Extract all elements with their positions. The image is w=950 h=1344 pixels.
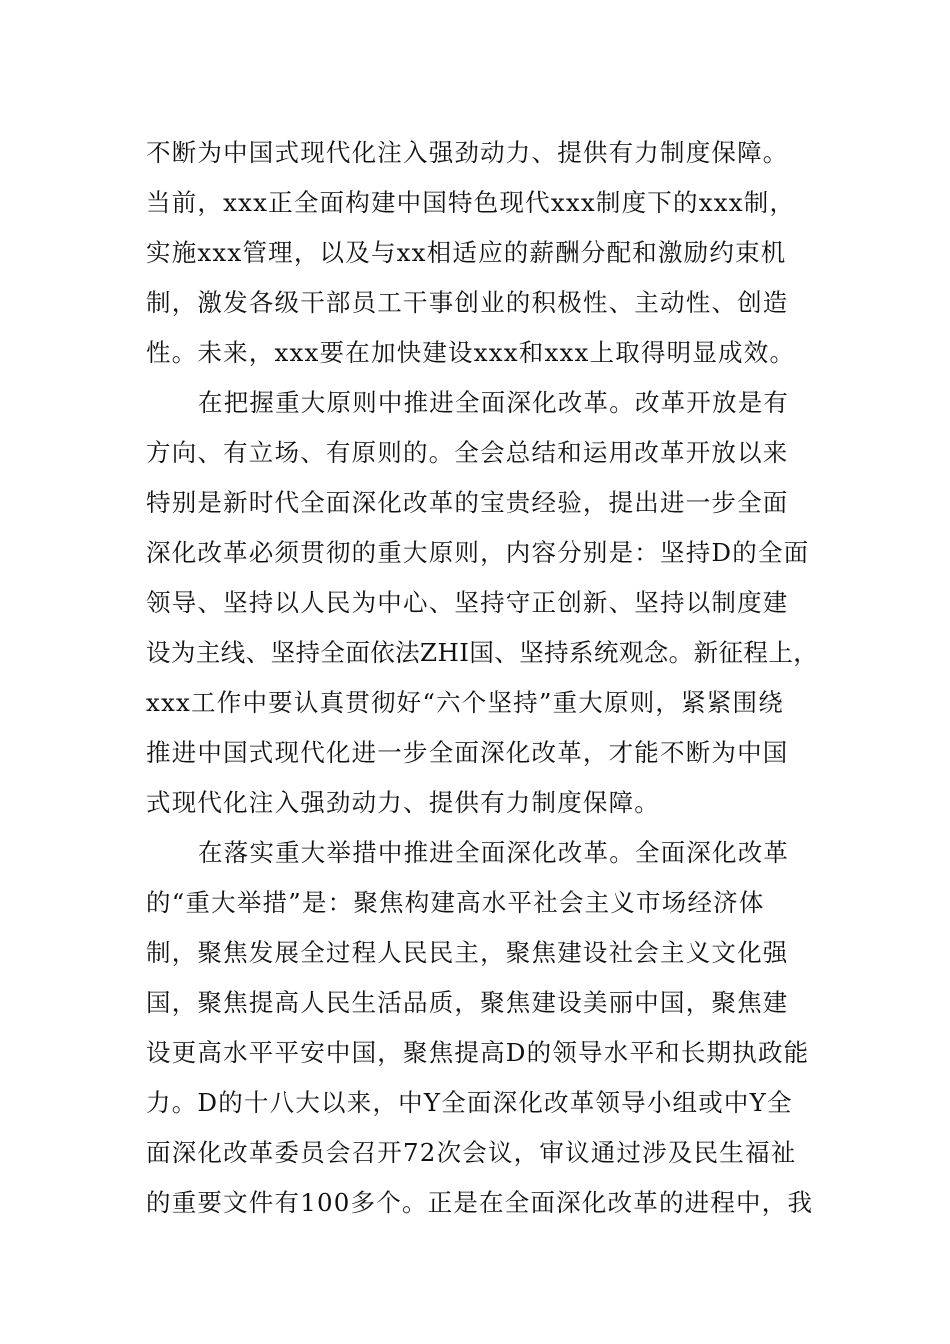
text-line: 深化改革必须贯彻的重大原则，内容分别是：坚持D的全面 (146, 538, 810, 567)
text-line: 力。D的十八大以来，中Y全面深化改革领导小组或中Y全 (146, 1088, 793, 1117)
text-line: 面深化改革委员会召开72次会议，审议通过涉及民生福祉 (146, 1138, 797, 1167)
text-line: xxx工作中要认真贯彻好“六个坚持”重大原则，紧紧围绕 (146, 688, 784, 717)
text-line: 设为主线、坚持全面依法ZHI国、坚持系统观念。新征程上， (146, 638, 819, 667)
body-text (146, 128, 819, 1228)
text-line: 推进中国式现代化进一步全面深化改革，才能不断为中国 (146, 738, 789, 767)
text-line: 国，聚焦提高人民生活品质，聚焦建设美丽中国，聚焦建 (146, 988, 789, 1017)
text-line: 不断为中国式现代化注入强劲动力、提供有力制度保障。 (146, 138, 789, 167)
text-line: 的“重大举措”是：聚焦构建高水平社会主义市场经济体 (146, 888, 765, 917)
paragraph-first-line: 在把握重大原则中推进全面深化改革。改革开放是有 (198, 388, 790, 417)
text-line: 制，聚焦发展全过程人民民主，聚焦建设社会主义文化强 (146, 938, 789, 967)
text-line: 式现代化注入强劲动力、提供有力制度保障。 (146, 788, 660, 817)
text-line: 特别是新时代全面深化改革的宝贵经验，提出进一步全面 (146, 488, 789, 517)
text-line: 的重要文件有100多个。正是在全面深化改革的进程中，我 (146, 1188, 814, 1217)
text-line: 方向、有立场、有原则的。全会总结和运用改革开放以来 (146, 438, 789, 467)
text-line: 设更高水平平安中国，聚焦提高D的领导水平和长期执政能 (146, 1038, 810, 1067)
text-line: 制，激发各级干部员工干事创业的积极性、主动性、创造 (146, 288, 789, 317)
text-line: 领导、坚持以人民为中心、坚持守正创新、坚持以制度建 (146, 588, 789, 617)
text-line: 实施xxx管理，以及与xx相适应的薪酬分配和激励约束机 (146, 238, 787, 267)
text-line: 当前，xxx正全面构建中国特色现代xxx制度下的xxx制， (146, 188, 796, 217)
paragraph-first-line: 在落实重大举措中推进全面深化改革。全面深化改革 (198, 838, 790, 867)
text-line: 性。未来，xxx要在加快建设xxx和xxx上取得明显成效。 (146, 338, 796, 367)
